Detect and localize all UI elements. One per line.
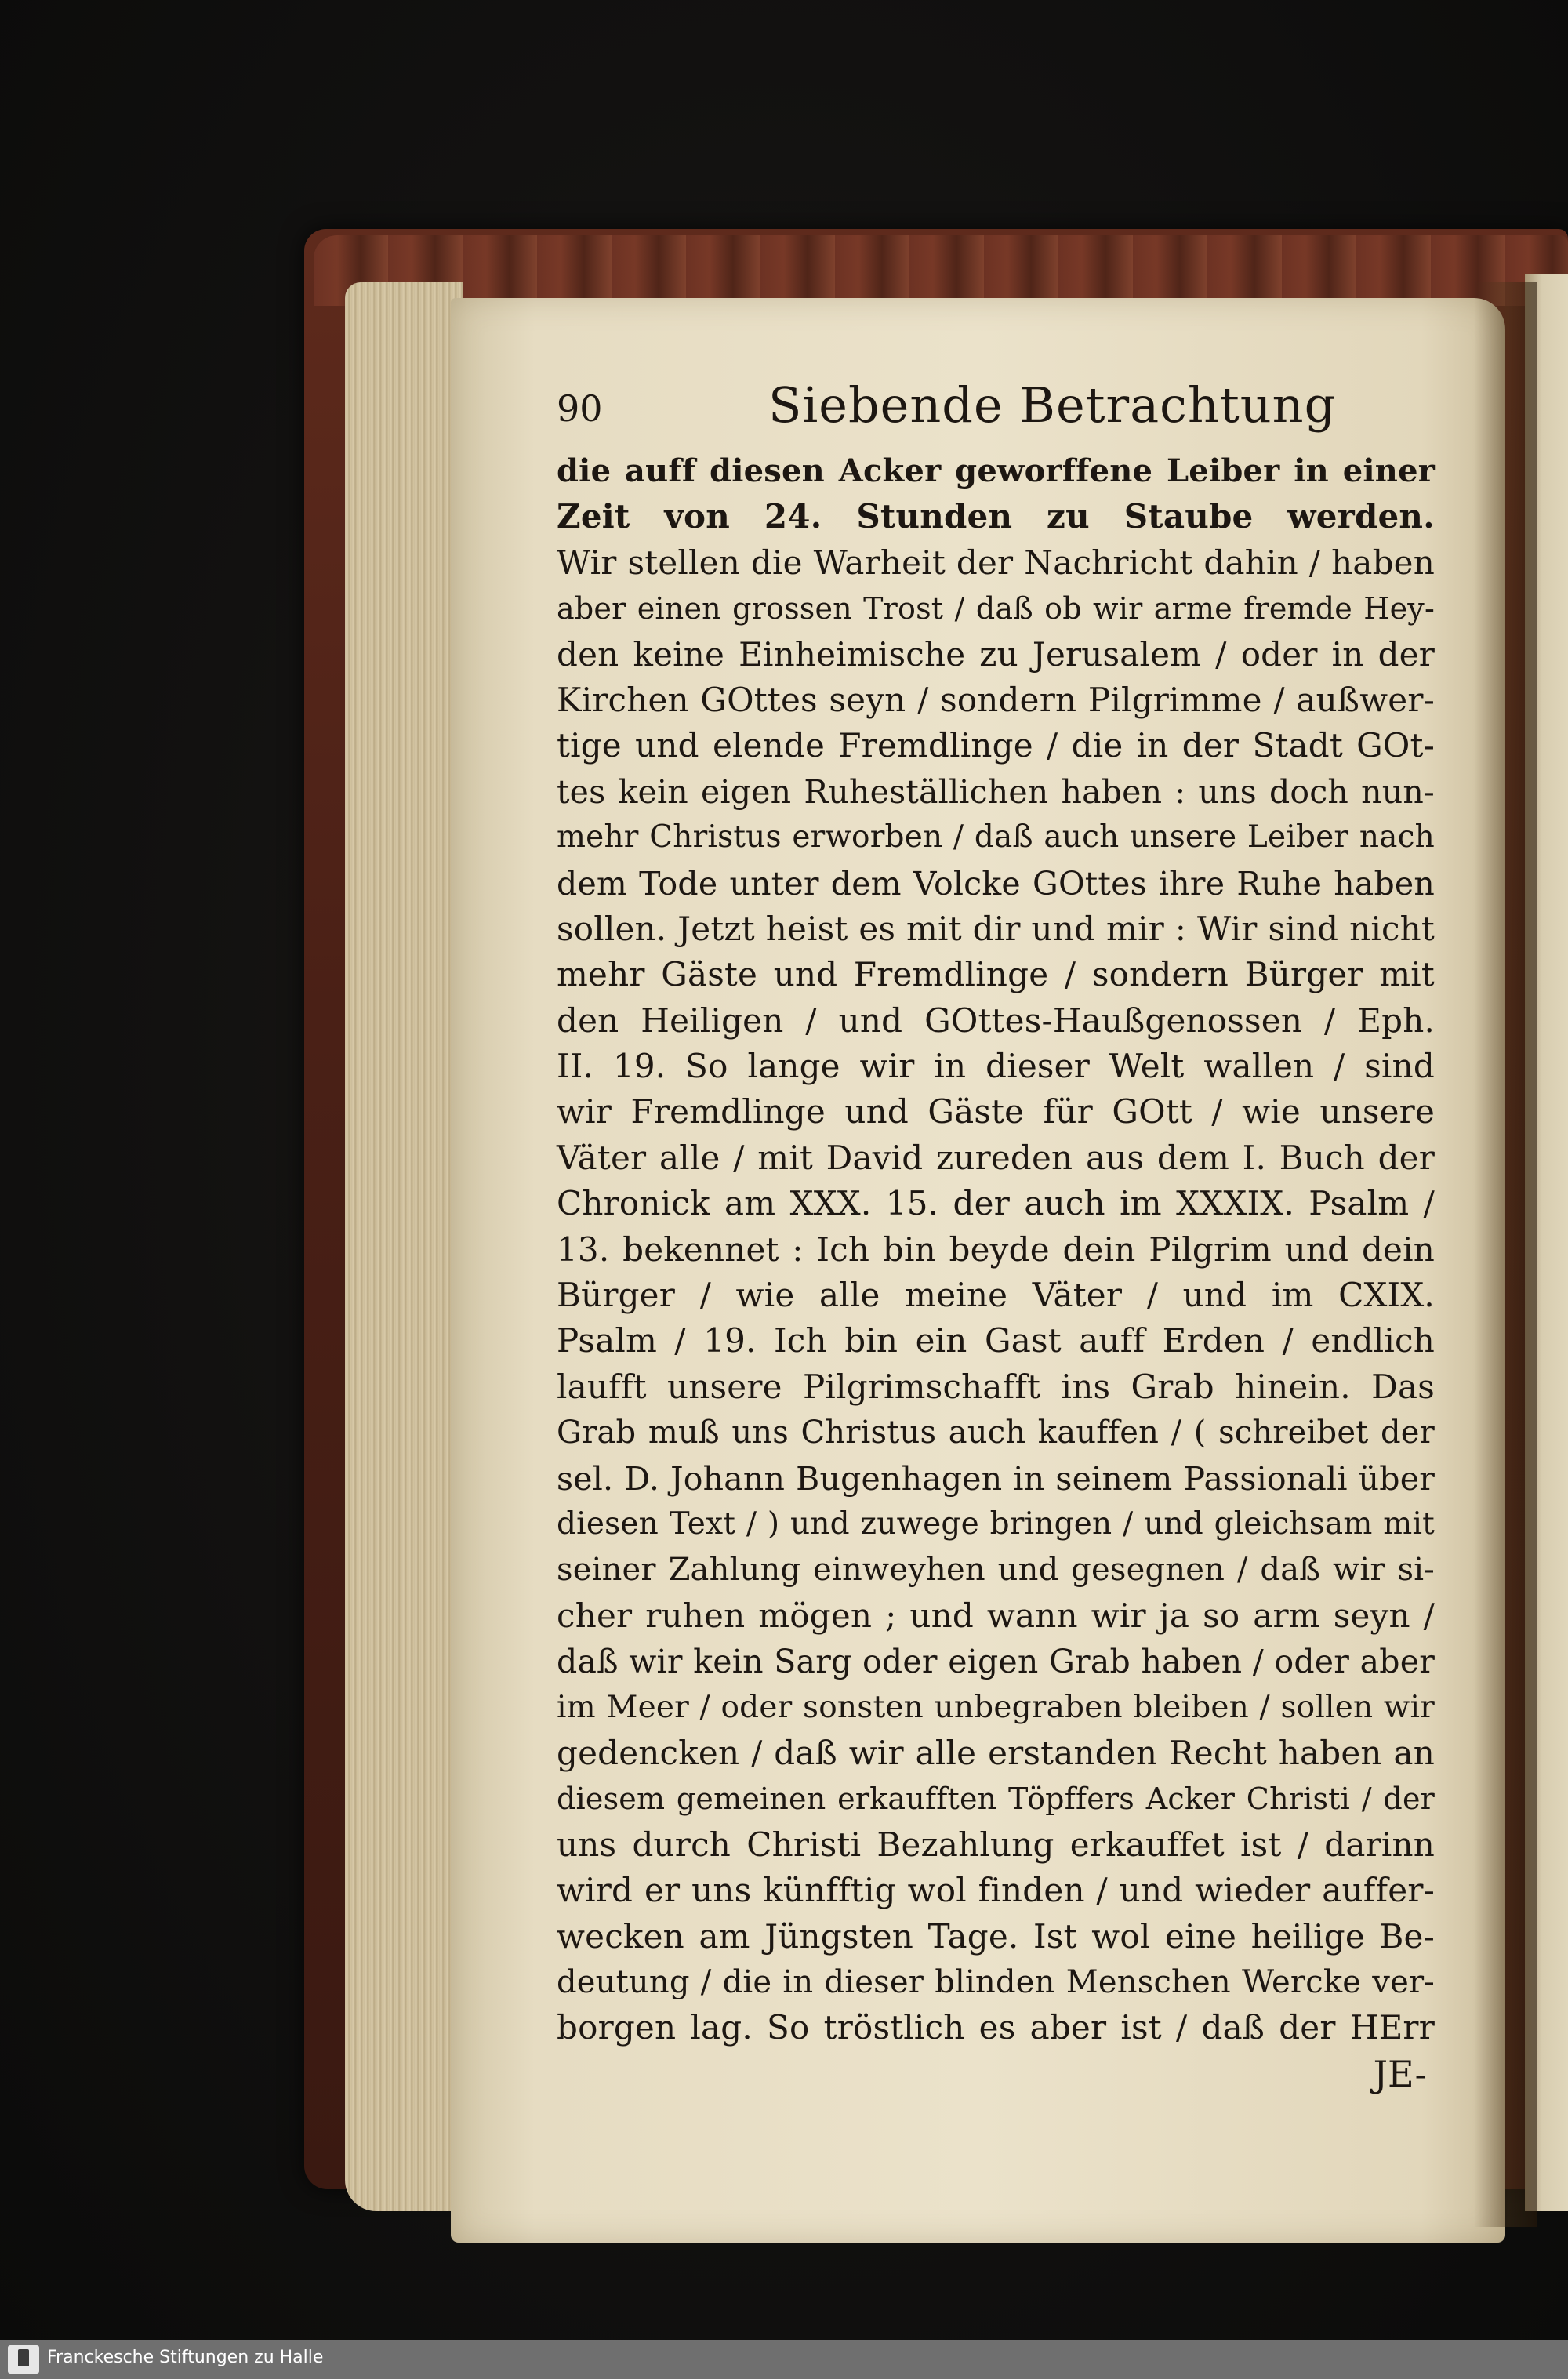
text-line: im Meer / oder sonsten unbegraben bleiben / sollen wir (557, 1689, 1435, 1725)
text-line: wecken am Jüngsten Tage. Ist wol eine heilige Be- (557, 1916, 1435, 1956)
text-line: Zeit von 24. Stunden zu Staube werden. (557, 497, 1435, 536)
body-text (557, 449, 1435, 2051)
text-line: diesem gemeinen erkaufften Töpffers Acker Christi / der (557, 1782, 1435, 1817)
text-line: Wir stellen die Warheit der Nachricht dahin / haben (557, 543, 1435, 582)
text-line: die auff diesen Acker geworffene Leiber in einer (557, 452, 1435, 489)
text-line: Grab muß uns Christus auch kauffen / ( schreibet der (557, 1415, 1435, 1451)
text-line: Chronick am XXX. 15. der auch im XXXIX. Psalm / (557, 1184, 1435, 1223)
text-line: Bürger / wie alle meine Väter / und im CXIX. (557, 1276, 1435, 1315)
text-line: mehr Gäste und Fremdlinge / sondern Bürger mit (557, 955, 1435, 994)
text-line: 13. bekennet : Ich bin beyde dein Pilgrim und dein (557, 1229, 1435, 1269)
text-line: sel. D. Johann Bugenhagen in seinem Passionali über (557, 1459, 1435, 1498)
text-line: aber einen grossen Trost / daß ob wir arme fremde Hey- (557, 591, 1435, 627)
text-line: daß wir kein Sarg oder eigen Grab haben / oder aber (557, 1643, 1435, 1681)
page-stack-edge (345, 282, 463, 2211)
text-line: sollen. Jetzt heist es mit dir und mir : Wir sind nicht (557, 909, 1435, 948)
text-line: tes kein eigen Ruheställichen haben : uns doch nun- (557, 772, 1435, 811)
text-line: laufft unsere Pilgrimschafft ins Grab hinein. Das (557, 1367, 1435, 1406)
text-line: diesen Text / ) und zuwege bringen / und gleichsam mit (557, 1505, 1435, 1542)
text-line: den keine Einheimische zu Jerusalem / oder in der (557, 634, 1435, 674)
page-number: 90 (557, 387, 603, 430)
institution-logo-icon (8, 2345, 39, 2374)
text-line: dem Tode unter dem Volcke GOttes ihre Ruhe haben (557, 864, 1435, 903)
text-line: Väter alle / mit David zureden aus dem I. Buch der (557, 1138, 1435, 1177)
text-line: borgen lag. So tröstlich es aber ist / daß der HErr (557, 2008, 1435, 2047)
text-line: seiner Zahlung einweyhen und gesegnen / daß wir si- (557, 1552, 1435, 1589)
text-line: wird er uns künfftig wol finden / und wieder auffer- (557, 1871, 1435, 1910)
page-gutter-shadow (1474, 282, 1537, 2227)
text-line: II. 19. So lange wir in dieser Welt wallen / sind (557, 1047, 1435, 1086)
text-line: wir Fremdlinge und Gäste für GOtt / wie unsere (557, 1092, 1435, 1131)
text-line: tige und elende Fremdlinge / die in der Stadt GOt- (557, 726, 1435, 765)
text-line: Psalm / 19. Ich bin ein Gast auff Erden / endlich (557, 1321, 1435, 1360)
text-line: deutung / die in dieser blinden Menschen Wercke ver- (557, 1963, 1435, 2000)
book-cover-top-edge (314, 235, 1568, 306)
text-line: uns durch Christi Bezahlung erkauffet ist / darinn (557, 1825, 1435, 1864)
credit-bar (0, 2340, 1568, 2379)
page-header (557, 376, 1435, 449)
text-line: gedencken / daß wir alle erstanden Recht haben an (557, 1733, 1435, 1772)
catchword: JE- (1373, 2052, 1427, 2095)
page-text-block (557, 376, 1435, 2097)
credit-text: Franckesche Stiftungen zu Halle (47, 2348, 324, 2367)
text-line: cher ruhen mögen ; und wann wir ja so arm seyn / (557, 1596, 1435, 1635)
text-line: mehr Christus erworben / daß auch unsere Leiber nach (557, 819, 1435, 855)
running-head: Siebende Betrachtung (768, 376, 1337, 434)
text-line: den Heiligen / und GOttes-Haußgenossen / Eph. (557, 1001, 1435, 1040)
text-line: Kirchen GOttes seyn / sondern Pilgrimme / außwer- (557, 680, 1435, 719)
